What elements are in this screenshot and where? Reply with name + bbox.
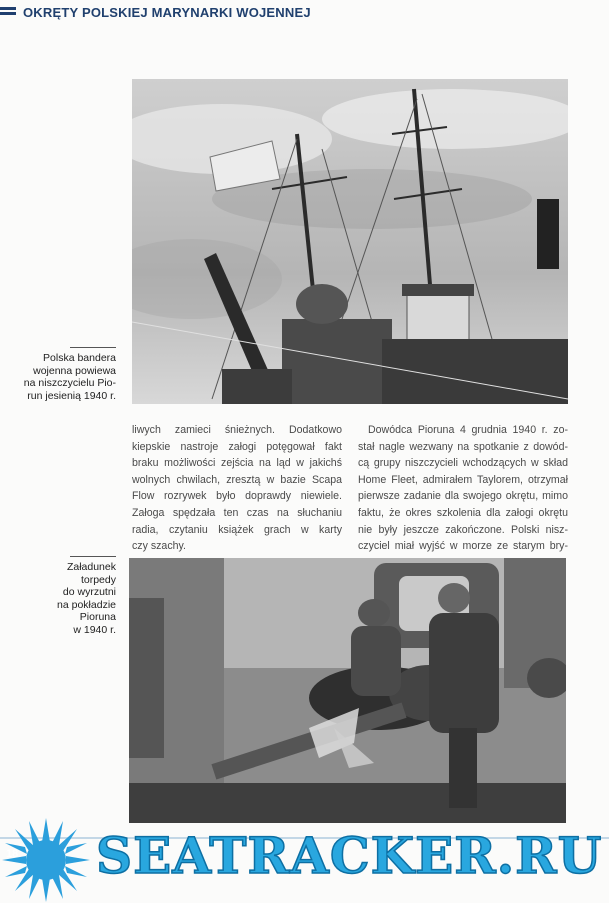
photo-caption-bottom xyxy=(40,561,116,636)
text-line: Home Fleet, admirałem Taylorem, otrzymał xyxy=(358,473,568,486)
text-line: nie były jeszcze zakończone. Polski nisz- xyxy=(358,523,568,536)
header-accent-bar xyxy=(0,7,16,18)
caption-line: torpedy xyxy=(80,573,116,586)
photo-torpedo-loading xyxy=(129,558,566,823)
text-line: czy szachy. xyxy=(132,540,186,553)
caption-line: Załadunek xyxy=(66,561,116,573)
page-number: 18 xyxy=(6,848,19,860)
text-line: radia, czytaniu książek grach w karty xyxy=(132,523,342,536)
caption-line: Polska bandera xyxy=(43,352,116,364)
watermark-text: SEATRACKER.RU xyxy=(96,826,603,885)
body-text-right-column xyxy=(358,422,568,555)
text-line: braku możliwości zejścia na ląd w jakichś xyxy=(132,457,342,470)
sun-logo-icon xyxy=(2,818,90,902)
text-line: wolnych chwilach, zresztą w bazie Scapa xyxy=(132,473,342,486)
text-line: pierwsze zadanie dla swojego okrętu, mimo xyxy=(358,490,568,503)
caption-line: na niszczycielu Pio- xyxy=(23,377,116,389)
caption-line: w 1940 r. xyxy=(73,623,116,636)
text-line: czyciel miał wyjść w morze ze starym bry- xyxy=(358,540,568,553)
caption-line: run jesienią 1940 r. xyxy=(27,389,116,402)
caption-line: wojenna powiewa xyxy=(33,364,116,377)
caption-line: na pokładzie xyxy=(57,598,116,611)
text-line: liwych zamieci śnieżnych. Dodatkowo xyxy=(132,424,342,436)
caption-line: Pioruna xyxy=(79,611,116,623)
text-line: faktu, że okres szkolenia dla załogi okrętu xyxy=(358,506,568,519)
text-line: Flow rozrywek było doprawdy niewiele. xyxy=(132,490,342,503)
text-line: Dowódca Pioruna 4 grudnia 1940 r. zo- xyxy=(368,424,568,436)
body-text-left-column xyxy=(132,422,342,555)
text-line: stał nagle wezwany na spotkanie z dowód- xyxy=(358,440,568,453)
text-line: Załoga spędzała ten czas na słuchaniu xyxy=(132,506,342,519)
caption-line: do wyrzutni xyxy=(62,586,116,598)
text-line: kiepskie nastroje załogi potęgował fakt xyxy=(132,440,342,453)
photo-caption-top xyxy=(20,352,116,402)
section-title: OKRĘTY POLSKIEJ MARYNARKI WOJENNEJ xyxy=(23,5,311,20)
text-line: cą grupy niszczycieli wchodzących w skład xyxy=(358,457,568,470)
photo-destroyer-flag xyxy=(132,79,568,404)
